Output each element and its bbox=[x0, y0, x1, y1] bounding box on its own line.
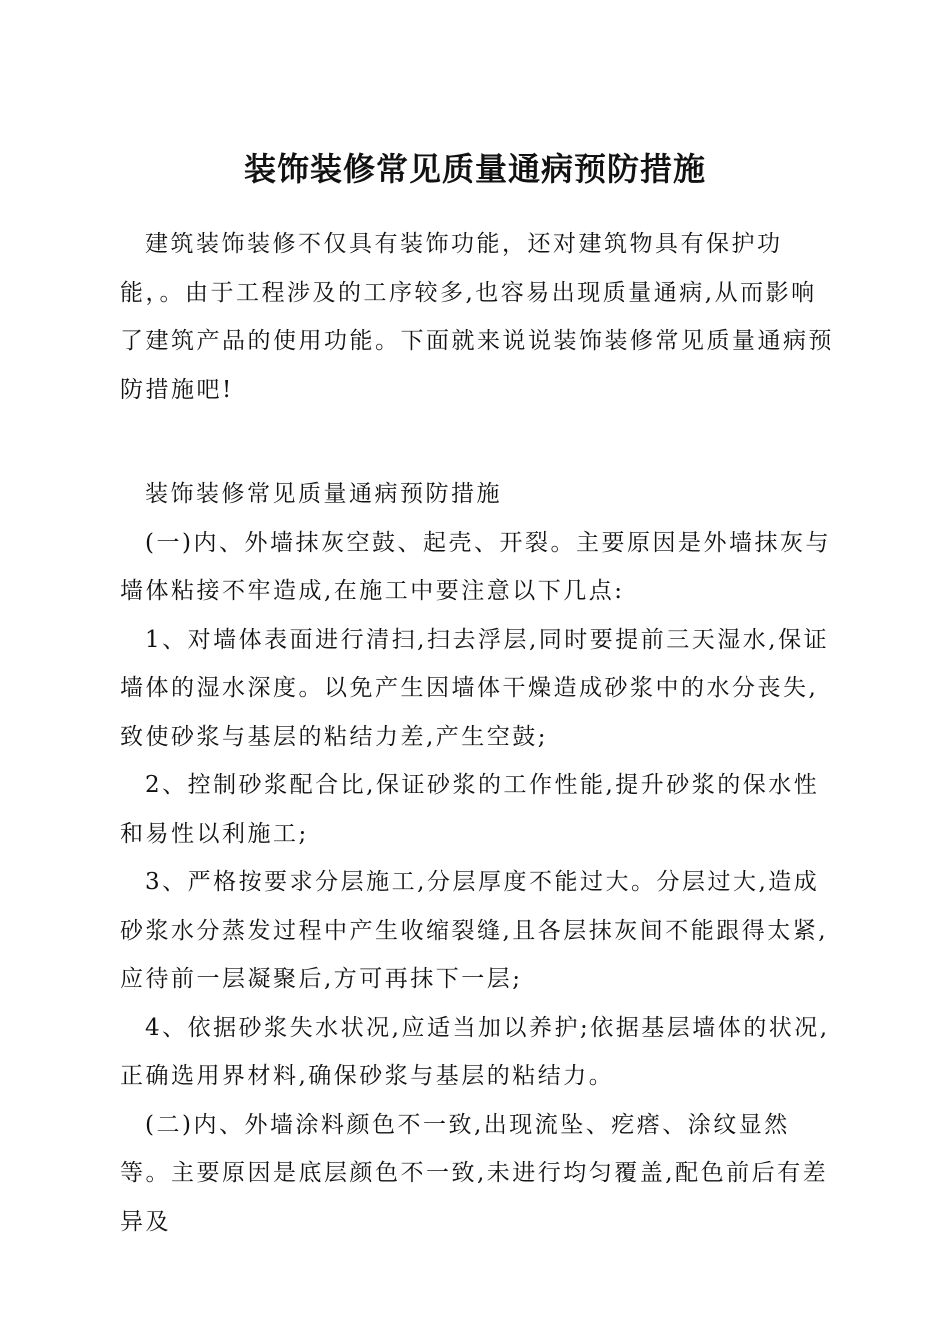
intro-block bbox=[120, 220, 835, 414]
paragraph-5: 4、依据砂浆失水状况,应适当加以养护;依据基层墙体的状况,正确选用界材料,确保砂浆与基层的粘结力。 bbox=[120, 1014, 830, 1089]
main-block bbox=[120, 470, 835, 1246]
intro-paragraph: 建筑装饰装修不仅具有装饰功能，还对建筑物具有保护功能，。由于工程涉及的工序较多,也容易出现质量通病,从而影响了建筑产品的使用功能。下面就来说说装饰装修常见质量通病预防措施吧! bbox=[120, 231, 834, 403]
section-heading: 装饰装修常见质量通病预防措施 bbox=[145, 481, 502, 507]
paragraph-6: (二)内、外墙涂料颜色不一致,出现流坠、疙瘩、涂纹显然等。主要原因是底层颜色不一致,未进行均匀覆盖,配色前后有差异及 bbox=[120, 1111, 829, 1235]
document-title: 装饰装修常见质量通病预防措施 bbox=[243, 150, 706, 188]
paragraph-1: (一)内、外墙抹灰空鼓、起壳、开裂。主要原因是外墙抹灰与墙体粘接不牢造成,在施工中要注意以下几点: bbox=[120, 529, 831, 604]
paragraph-2: 1、对墙体表面进行清扫,扫去浮层,同时要提前三天湿水,保证墙体的湿水深度。以免产生因墙体干燥造成砂浆中的水分丧失,致使砂浆与基层的粘结力差,产生空鼓; bbox=[120, 626, 830, 750]
paragraph-4: 3、严格按要求分层施工,分层厚度不能过大。分层过大,造成砂浆水分蒸发过程中产生收缩裂缝,且各层抹灰间不能跟得太紧,应待前一层凝聚后,方可再抹下一层; bbox=[120, 869, 829, 992]
paragraph-3: 2、控制砂浆配合比,保证砂浆的工作性能,提升砂浆的保水性和易性以利施工; bbox=[120, 772, 820, 847]
